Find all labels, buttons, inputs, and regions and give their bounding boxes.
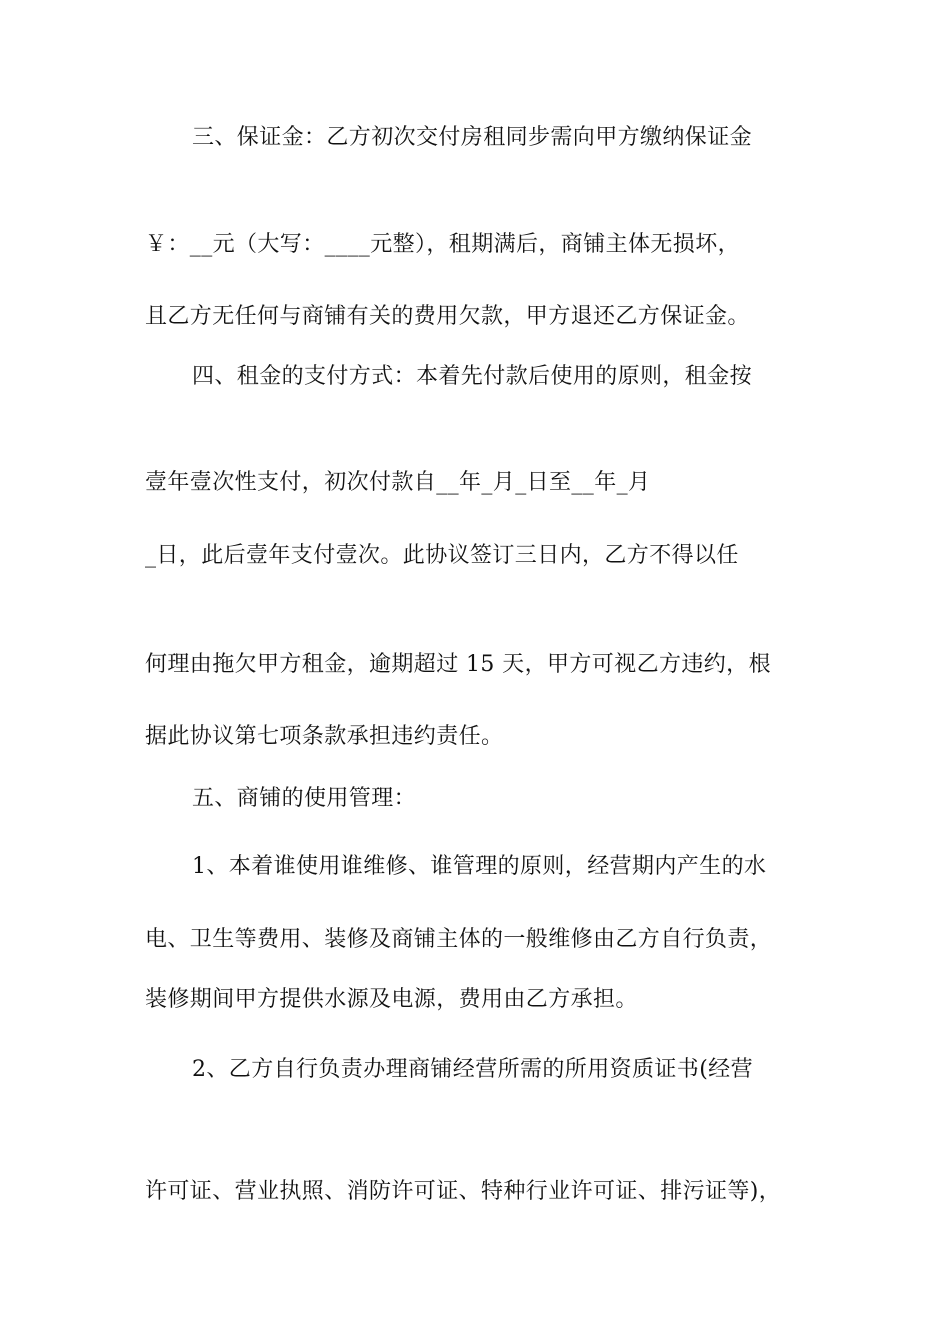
clause-5-item-1-cont: 电、卫生等费用、装修及商铺主体的一般维修由乙方自行负责， [145,927,773,952]
clause-4-payment-liability: 据此协议第七项条款承担违约责任。 [145,724,504,749]
clause-4-payment-period: 壹年壹次性支付，初次付款自__年_月_日至__年_月 [145,470,651,495]
clause-3-deposit-amount: ￥：__元（大写：____元整），租期满后，商铺主体无损坏， [145,232,741,257]
clause-3-deposit-heading: 三、保证金：乙方初次交付房租同步需向甲方缴纳保证金 [192,125,753,150]
clause-5-item-2-start: 2、乙方自行负责办理商铺经营所需的所用资质证书(经营 [192,1057,753,1082]
clause-5-item-1-end: 装修期间甲方提供水源及电源，费用由乙方承担。 [145,987,638,1012]
clause-4-payment-overdue: 何理由拖欠甲方租金，逾期超过 15 天，甲方可视乙方违约，根 [145,652,771,677]
clause-5-usage-heading: 五、商铺的使用管理： [192,786,417,811]
clause-4-payment-schedule: _日，此后壹年支付壹次。此协议签订三日内，乙方不得以任 [145,543,739,568]
clause-3-deposit-refund: 且乙方无任何与商铺有关的费用欠款，甲方退还乙方保证金。 [145,304,750,329]
clause-4-payment-heading: 四、租金的支付方式：本着先付款后使用的原则，租金按 [192,364,753,389]
clause-5-item-2-cont: 许可证、营业执照、消防许可证、特种行业许可证、排污证等)， [145,1179,782,1204]
clause-5-item-1-start: 1、本着谁使用谁维修、谁管理的原则，经营期内产生的水 [192,854,767,879]
